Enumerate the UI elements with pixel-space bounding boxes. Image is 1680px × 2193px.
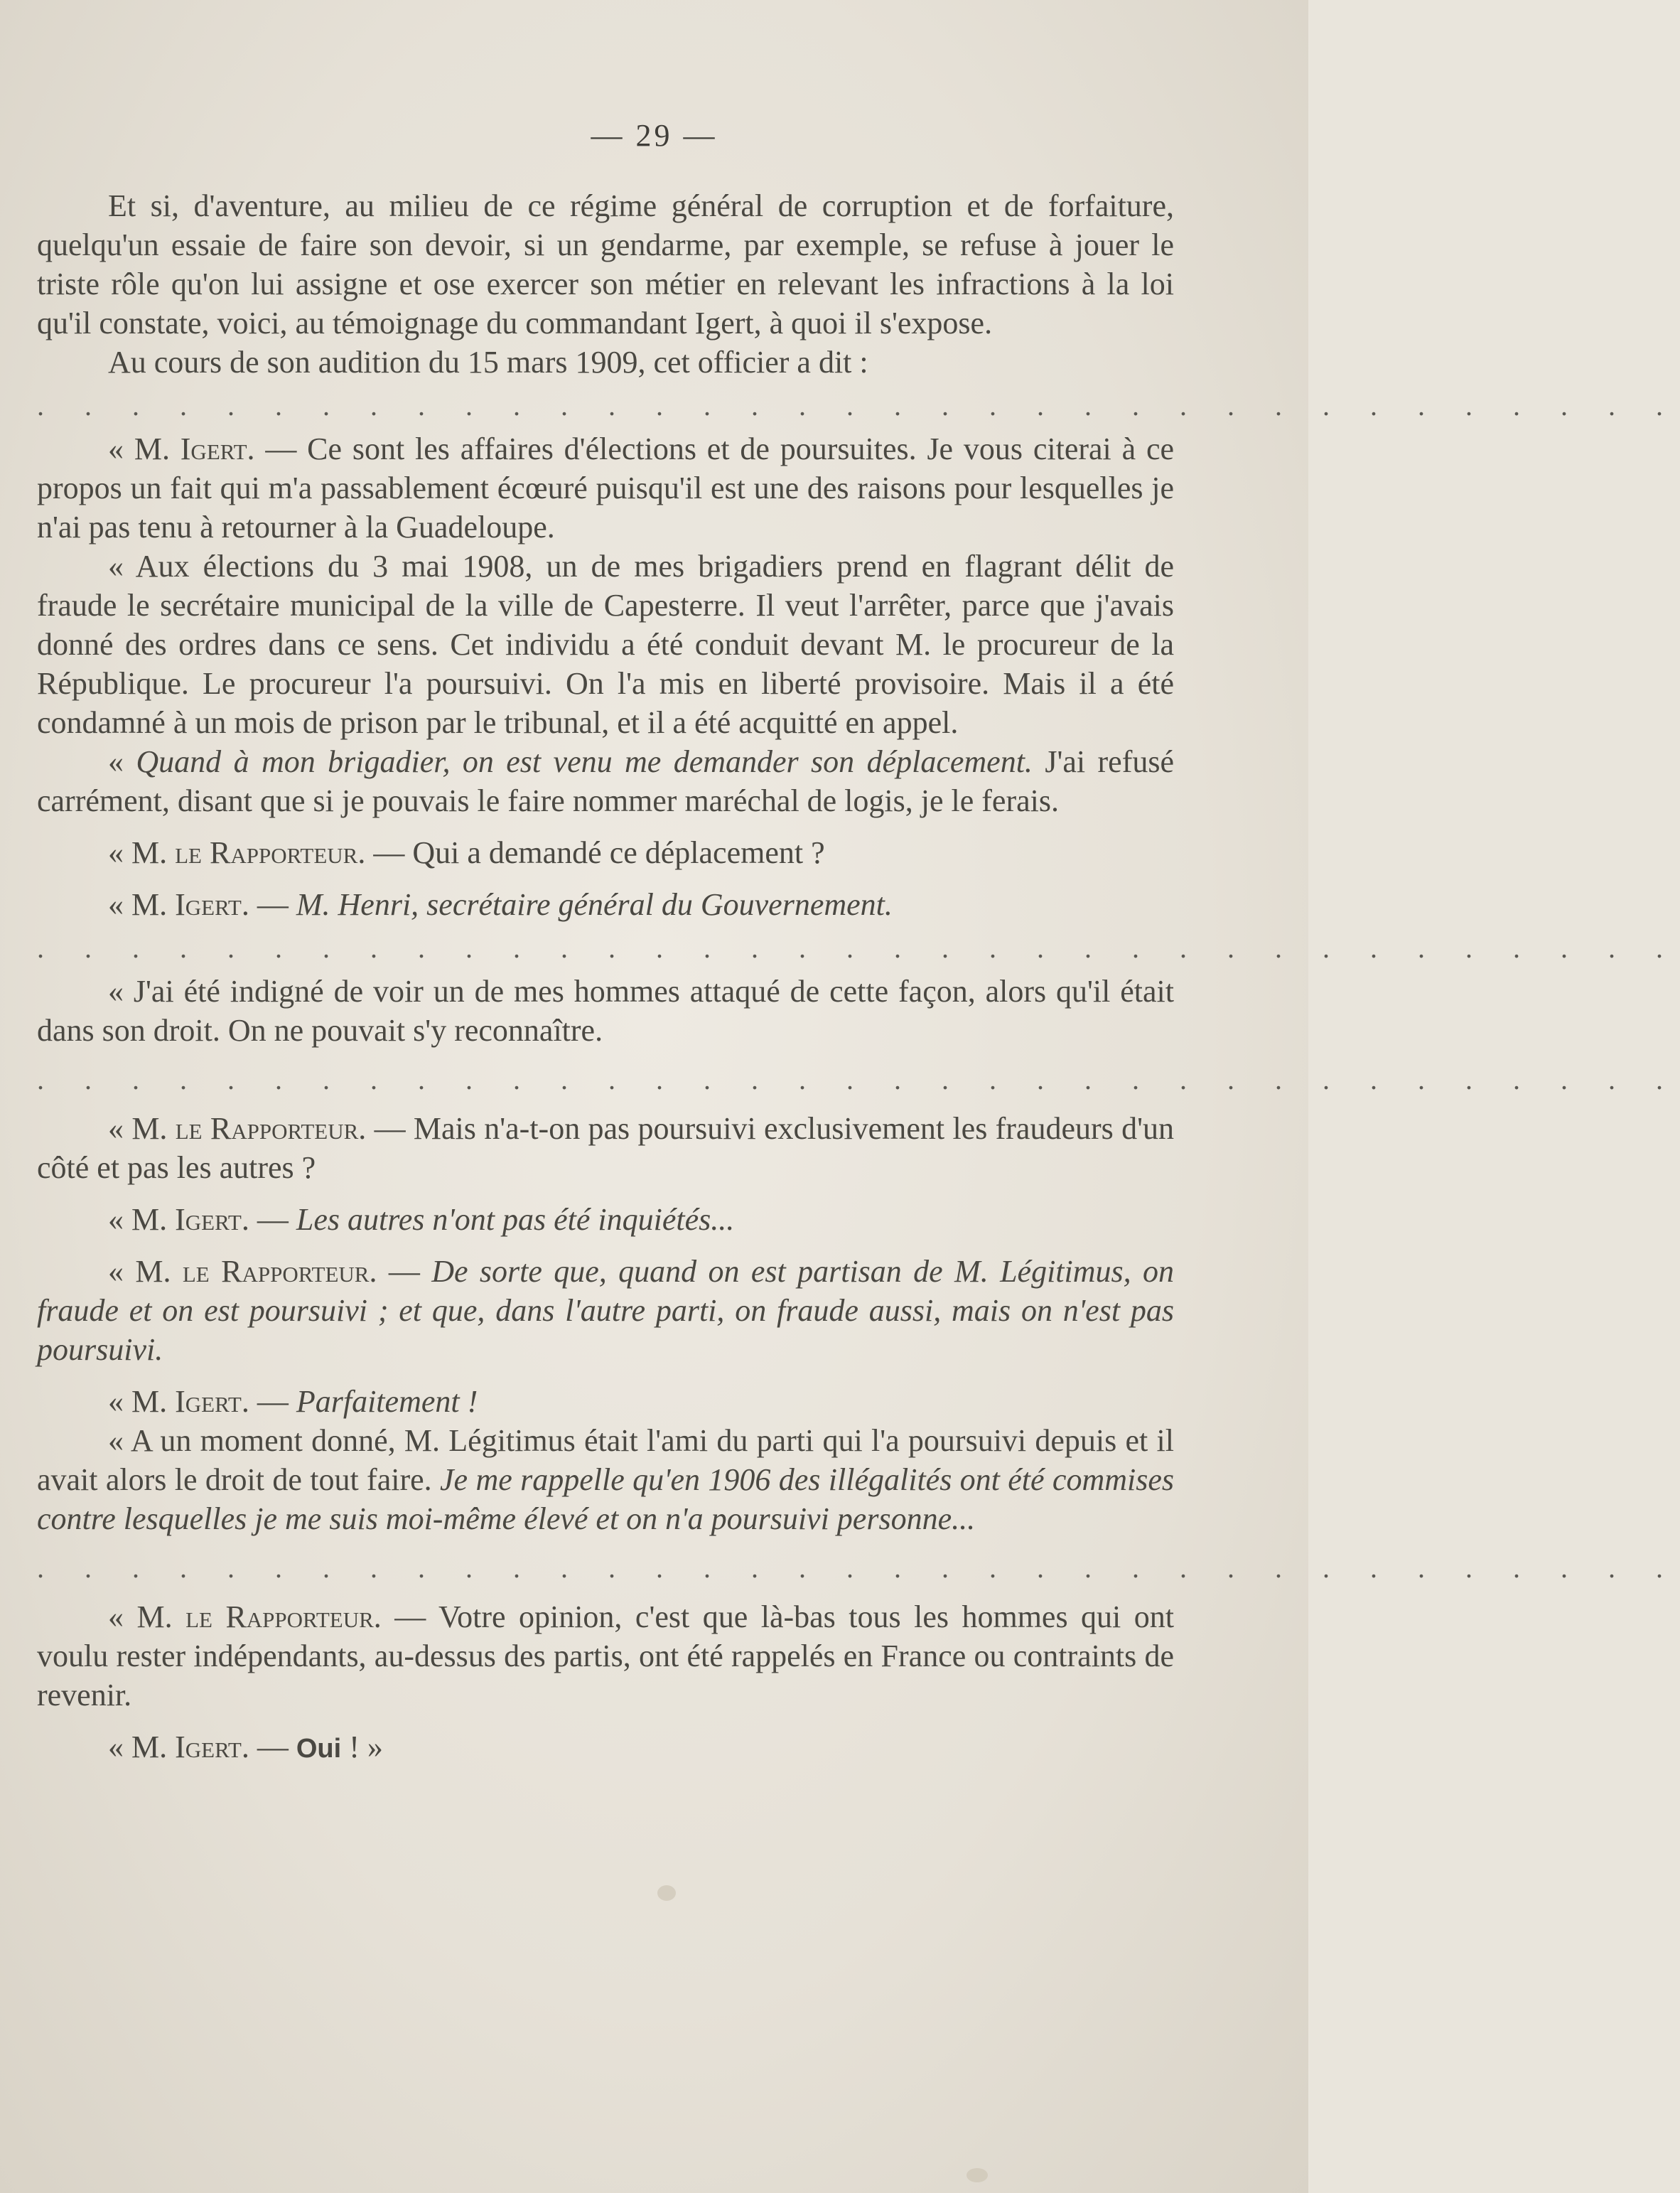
quote-paragraph — [37, 1421, 1174, 1538]
dash: — — [249, 1730, 296, 1764]
quote-bold: Oui — [296, 1734, 342, 1764]
quote-italic: M. Henri, secrétaire général du Gouvernement. — [296, 887, 893, 922]
speaker-name: M. Igert. — [131, 887, 249, 922]
page-body — [37, 186, 1680, 1769]
quote-mark: « — [108, 431, 134, 466]
speaker-name: M. le Rapporteur. — [136, 1599, 382, 1634]
dash: — — [365, 835, 413, 870]
quote-italic: Je me rappelle qu'en 1906 des illégalités ont été commises contre lesquelles je me suis moi-même élevé et on n'a poursuivi personne... — [37, 1462, 1174, 1536]
dash: — — [249, 1384, 296, 1419]
quote-italic: De sorte que, quand on est partisan de M. Légitimus, on fraude et on est poursuivi ; et que, dans l'autre parti, on fraude aussi, mais on n'est pas poursuivi. — [37, 1254, 1175, 1367]
paragraph: Et si, d'aventure, au milieu de ce régime général de corruption et de forfaiture, quelqu'un essaie de faire son devoir, si un gendarme, par exemple, se refuse à jouer le triste rôle qu'on lui assigne et ose exercer son métier en relevant les infractions à la loi qu'il constate, voici, au témoignage du commandant Igert, à quoi il s'expose. — [37, 188, 1174, 341]
paper-stain — [657, 1885, 676, 1901]
ellipsis-line: . . . . . . . . . . . . . . . . . . . . . . . . . . . . . . . . . . . — [37, 1552, 1680, 1584]
quote-paragraph: « Aux élections du 3 mai 1908, un de mes brigadiers prend en flagrant délit de fraude le secrétaire municipal de la ville de Capesterre. Il veut l'arrêter, parce que j'avais donné des ordres dans ce sens. Cet individu a été conduit devant M. le procureur de la République. Le procureur l'a poursuivi. On l'a mis en liberté provisoire. Mais il a été condamné à un mois de prison par le tribunal, et il a été acquitté en appel. — [37, 549, 1174, 740]
quote-mark: « — [108, 887, 131, 922]
quote-mark: « — [108, 744, 136, 779]
quote-mark: « — [108, 1599, 137, 1634]
quote-mark: « — [108, 1730, 131, 1764]
quote-text: Votre opinion, c'est que là-bas tous les hommes qui ont voulu rester indépendants, au-dessus des partis, ont été rappelés en France ou contraints de revenir. — [37, 1599, 1174, 1712]
dash: — — [377, 1254, 432, 1289]
quote-text: Ce sont les affaires d'élections et de poursuites. Je vous citerai à ce propos un fait qui m'a passablement écœuré puisqu'il est une des raisons pour lesquelles je n'ai pas tenu à retourner à la Guadeloupe. — [37, 431, 1175, 545]
quote-italic: Quand à mon brigadier, on est venu me demander son déplacement. — [136, 744, 1033, 779]
quote-paragraph — [37, 742, 1174, 820]
dash: — — [381, 1599, 438, 1634]
quote-paragraph — [37, 885, 1174, 924]
speaker-name: M. Igert. — [134, 431, 255, 466]
quote-paragraph — [37, 1200, 1174, 1239]
quote-mark: ! » — [341, 1730, 383, 1764]
paragraph: Au cours de son audition du 15 mars 1909, cet officier a dit : — [108, 345, 868, 380]
ellipsis-line: . . . . . . . . . . . . . . . . . . . . . . . . . . . . . . . . . . . — [37, 932, 1680, 964]
ellipsis-line: . . . . . . . . . . . . . . . . . . . . . . . . . . . . . . . . . . . — [37, 390, 1680, 422]
quote-paragraph — [37, 1727, 1174, 1769]
speaker-name: M. Igert. — [131, 1202, 249, 1237]
quote-mark: « — [108, 1202, 131, 1237]
speaker-name: M. le Rapporteur. — [135, 1254, 377, 1289]
quote-italic: Les autres n'ont pas été inquiétés... — [296, 1202, 735, 1237]
quote-paragraph — [37, 833, 1174, 872]
quote-paragraph — [37, 1597, 1174, 1715]
dash: — — [249, 1202, 296, 1237]
quote-paragraph — [37, 429, 1174, 547]
dash: — — [366, 1111, 414, 1146]
quote-paragraph: « J'ai été indigné de voir un de mes hommes attaqué de cette façon, alors qu'il était dans son droit. On ne pouvait s'y reconnaître. — [37, 974, 1174, 1048]
quote-text: Mais n'a-t-on pas poursuivi exclusivement les fraudeurs d'un côté et pas les autres ? — [37, 1111, 1175, 1185]
paper-stain — [966, 2168, 988, 2182]
quote-paragraph — [37, 1382, 1174, 1421]
quote-paragraph — [37, 1109, 1174, 1187]
speaker-name: M. le Rapporteur. — [131, 1111, 367, 1146]
quote-mark: « — [108, 1254, 136, 1289]
quote-mark: « — [108, 1384, 131, 1419]
quote-text: « A un moment donné, M. Légitimus était l'ami du parti qui l'a poursuivi depuis et il avait alors le droit de tout faire. — [37, 1423, 1174, 1497]
quote-mark: « — [108, 835, 131, 870]
dash: — — [254, 431, 308, 466]
quote-text: J'ai refusé carrément, disant que si je pouvais le faire nommer maréchal de logis, je le ferais. — [37, 744, 1175, 818]
page-number: — 29 — — [591, 118, 718, 153]
speaker-name: M. Igert. — [131, 1384, 249, 1419]
ellipsis-line: . . . . . . . . . . . . . . . . . . . . . . . . . . . . . . . . . . . — [37, 1063, 1680, 1095]
quote-text: Qui a demandé ce déplacement ? — [412, 835, 825, 870]
quote-paragraph — [37, 1252, 1174, 1369]
quote-italic: Parfaitement ! — [296, 1384, 478, 1419]
speaker-name: M. le Rapporteur. — [131, 835, 366, 870]
dash: — — [249, 887, 296, 922]
speaker-name: M. Igert. — [131, 1730, 249, 1764]
quote-mark: « — [108, 1111, 132, 1146]
